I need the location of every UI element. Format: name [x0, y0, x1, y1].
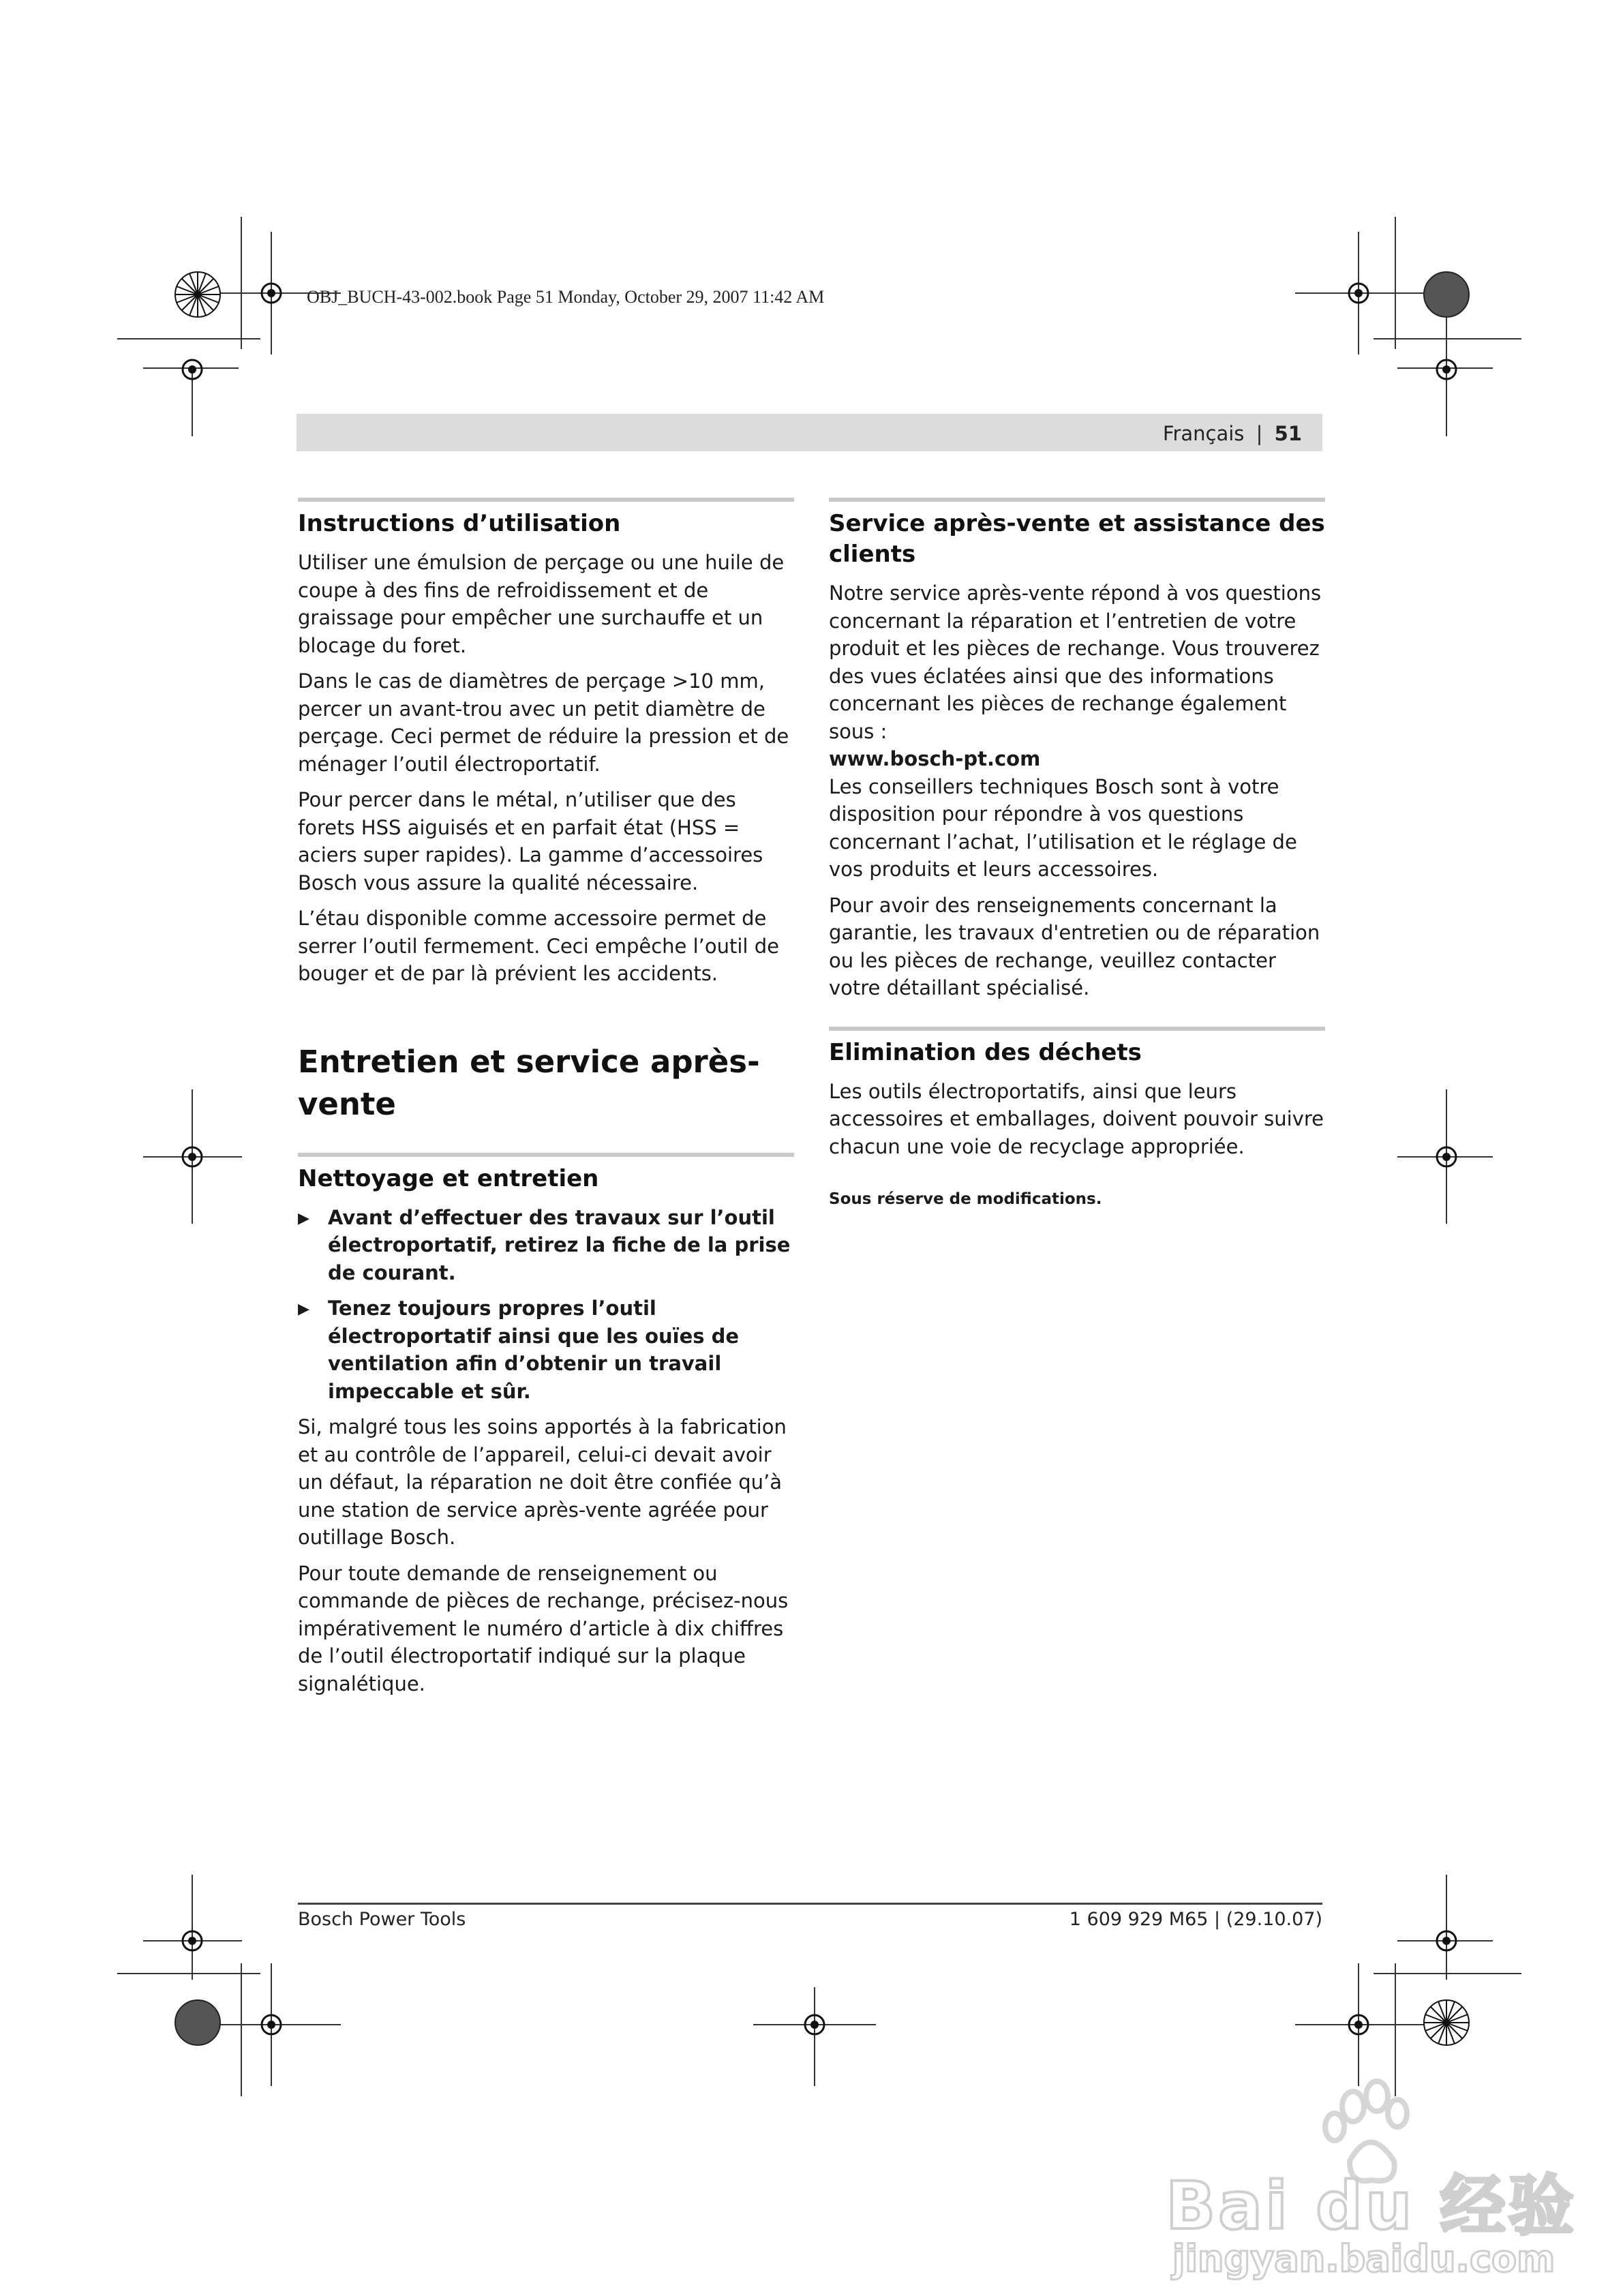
watermark-url: jingyan.baidu.com	[1172, 2237, 1556, 2280]
page-header	[297, 414, 1322, 451]
triangle-bullet-icon: ▶	[298, 1301, 309, 1318]
instructions-heading: Instructions d’utilisation	[298, 510, 621, 537]
service-text: Notre service après-vente répond à vos questions concernant la réparation et l’entretien de votre produit et les pièces de rechange. Vous trouverez des vues éclatées ainsi que des informations concernant les pièces de rechange également sous :	[829, 581, 1322, 743]
section-rule	[298, 498, 794, 502]
left-column	[298, 498, 794, 1706]
website-link[interactable]: www.bosch-pt.com	[829, 747, 1041, 770]
cleaning-paragraph: Si, malgré tous les soins apportés à la fabrication et au contrôle de l’appareil, celui-ci devait avoir un défaut, la réparation ne doit être confiée qu’à une station de service après-vente agréée pour outillage Bosch.	[298, 1415, 787, 1549]
service-heading: Service après-vente et assistance des clients	[829, 510, 1325, 568]
disposal-paragraph: Les outils électroportatifs, ainsi que leurs accessoires et emballages, doivent pouvoir suivre chacun une voie de recyclage appropriée.	[829, 1079, 1324, 1158]
warning-text: Tenez toujours propres l’outil électroportatif ainsi que les ouïes de ventilation afin d’obtenir un travail impeccable et sûr.	[328, 1297, 740, 1403]
section-rule	[829, 1027, 1325, 1031]
modification-note: Sous réserve de modifications.	[829, 1190, 1102, 1208]
warning-text: Avant d’effectuer des travaux sur l’outil électroportatif, retirez la fiche de la prise de courant.	[328, 1205, 791, 1284]
footer-brand: Bosch Power Tools	[298, 1909, 466, 1930]
cleaning-heading: Nettoyage et entretien	[298, 1164, 599, 1192]
header-language-page	[1163, 422, 1302, 445]
maintenance-main-heading: Entretien et service après-vente	[298, 1043, 760, 1122]
header-separator: |	[1256, 422, 1263, 445]
cleaning-paragraph: Pour toute demande de renseignement ou commande de pièces de rechange, précisez-nous impérativement le numéro d’article à dix chiffres de l’outil électroportatif indiqué sur la plaque signalétique.	[298, 1561, 789, 1695]
warning-bullet	[298, 1295, 794, 1405]
print-slug: OBJ_BUCH-43-002.book Page 51 Monday, October 29, 2007 11:42 AM	[307, 287, 825, 307]
instructions-paragraph: Dans le cas de diamètres de perçage >10 mm, percer un avant-trou avec un petit diamètre de perçage. Ceci permet de réduire la pression et de ménager l’outil électroportatif.	[298, 669, 789, 776]
baidu-watermark	[1159, 2059, 1577, 2284]
footer-rule	[298, 1903, 1322, 1905]
warning-bullet	[298, 1204, 794, 1287]
watermark-logo-text: Bai du 经验	[1166, 2168, 1577, 2244]
service-paragraph	[829, 579, 1325, 773]
service-paragraph: Les conseillers techniques Bosch sont à votre disposition pour répondre à vos questions concernant l’achat, l’utilisation et le réglage de vos produits et leurs accessoires.	[829, 774, 1297, 881]
footer-doc-number: 1 609 929 M65 | (29.10.07)	[1069, 1909, 1322, 1930]
instructions-paragraph: L’étau disponible comme accessoire permet de serrer l’outil fermement. Ceci empêche l’outil de bouger et de par là prévient les accidents.	[298, 907, 779, 985]
header-language: Français	[1162, 422, 1245, 445]
service-paragraph: Pour avoir des renseignements concernant la garantie, les travaux d'entretien ou de réparation ou les pièces de rechange, veuillez contacter votre détaillant spécialisé.	[829, 893, 1320, 999]
page-number: 51	[1274, 422, 1302, 445]
triangle-bullet-icon: ▶	[298, 1209, 309, 1227]
instructions-paragraph: Pour percer dans le métal, n’utiliser que des forets HSS aiguisés et en parfait état (HSS = aciers super rapides). La gamme d’accessoires Bosch vous assure la qualité nécessaire.	[298, 788, 763, 894]
section-rule	[298, 1153, 794, 1157]
instructions-paragraph: Utiliser une émulsion de perçage ou une huile de coupe à des fins de refroidissement et de graissage pour empêcher une surchauffe et un blocage du foret.	[298, 551, 785, 657]
right-column	[829, 498, 1325, 1208]
disposal-heading: Elimination des déchets	[829, 1038, 1142, 1066]
section-rule	[829, 498, 1325, 502]
